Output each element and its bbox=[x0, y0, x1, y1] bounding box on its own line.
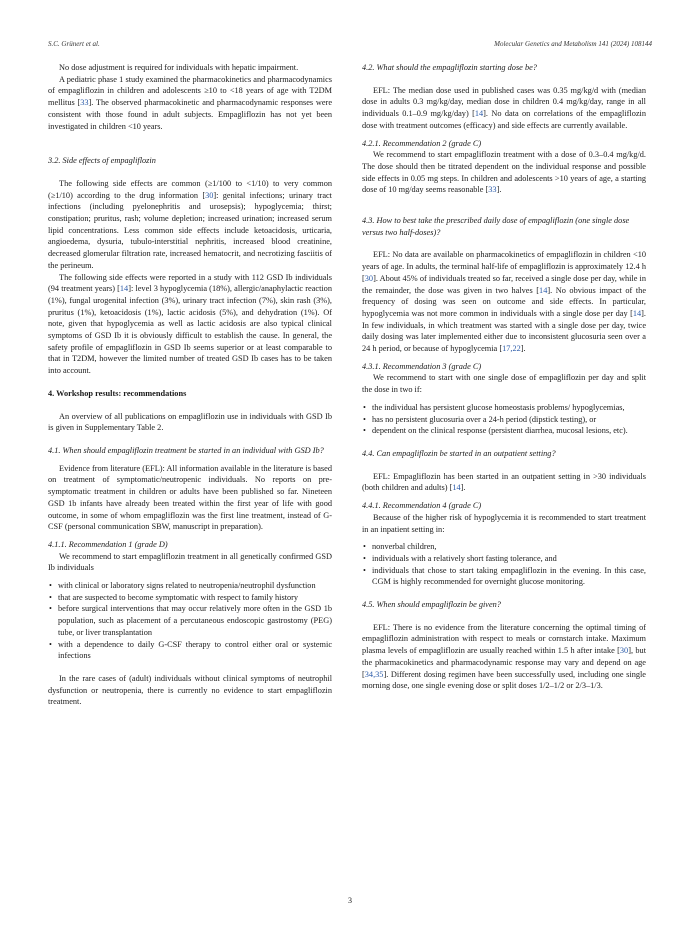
citation-link[interactable]: 33 bbox=[80, 98, 89, 108]
section-heading-4: 4. Workshop results: recommendations bbox=[48, 388, 187, 398]
paragraph-efl-4-3: EFL: No data are available on pharmacokinetics of empagliflozin in children <10 years of age. In adults, the terminal half-life of empagliflozin is approximately 12.4 h [30]. About 45% of individuals treated so far, received a single dose per day, while in the remainder, the dose was given in two halves [14]. No obvious impact of the frequency of dosing was seen on outcome and side effects. In particular, hypoglycemia was not more common in individuals with a single dose per day [14]. In few individuals, in which treatment was started with a single dose per day, twice daily dosing was later implemented either due to inconsistent glucosuria seen over a 24 h period, or because of hypoglycemia [17,22]. bbox=[362, 250, 646, 354]
section-heading-4-3-1: 4.3.1. Recommendation 3 (grade C) bbox=[362, 361, 482, 371]
list-item: • that are suspected to become symptomatic with respect to family history bbox=[48, 592, 332, 604]
list-item: • nonverbal children, bbox=[362, 541, 646, 553]
list-item: • before surgical interventions that may occur relatively more often in the GSD 1b population, such as placement of a percutaneous endoscopic gastrostomy (PEG) tube, or liver transplantation bbox=[48, 603, 332, 638]
citation-link[interactable]: 30 bbox=[619, 646, 629, 656]
citation-link[interactable]: 14 bbox=[539, 285, 548, 295]
recommendation-3-list bbox=[362, 402, 646, 437]
section-heading-4-5: 4.5. When should empagliflozin be given? bbox=[362, 600, 501, 610]
paragraph-recommendation-2: We recommend to start empagliflozin treatment with a dose of 0.3–0.4 mg/kg/d. The dose should then be titrated dependent on the individual response and possible side effects in 0.05 mg steps. In children and adolescents >10 years of age, a starting dose of 10 mg/day seems reasonable [33]. bbox=[362, 150, 646, 195]
citation-link[interactable]: 14 bbox=[452, 483, 461, 493]
paragraph-efl-4-4: EFL: Empagliflozin has been started in an outpatient setting in >30 individuals (both children and adults) [14]. bbox=[362, 471, 646, 493]
citation-link[interactable]: 30 bbox=[205, 190, 214, 200]
section-heading-4-4-1: 4.4.1. Recommendation 4 (grade C) bbox=[362, 501, 482, 511]
list-item: • the individual has persistent glucose homeostasis problems/ hypoglycemias, bbox=[362, 402, 646, 414]
section-heading-4-1-1: 4.1.1. Recommendation 1 (grade D) bbox=[48, 539, 168, 549]
paragraph-efl-4-5: EFL: There is no evidence from the literature concerning the optimal timing of empagliflozin administration with respect to meals or cornstarch intake. Maximum plasma levels of empagliflozin are usually reached within 1.5 h after intake [30], but the pharmacokinetics and pharmacodynamic response may vary and depend on age [34,35]. Different dosing regimen have been successfully used, including one single morning dose, one single evening dose or split doses 1/2–1/2 or 2/3–1/3. bbox=[362, 622, 646, 691]
list-item: • individuals that chose to start taking empagliflozin in the evening. In this case, CGM is highly recommended for overnight glucose monitoring. bbox=[362, 565, 646, 588]
paragraph-side-effects-study: The following side effects were reported in a study with 112 GSD Ib individuals (94 treatment years) [14]: level 3 hypoglycemia (18%), allergic/anaphylactic reaction (1%), fungal urogenital infection (3%), urinary tract infection (7%), skin rash (3%), pruritus (1%), ketoacidosis (1%), lactic acidosis (5%), and dehydration (1%). Of note, given that hypoglycemia as well as lactic acidosis are also typical clinical symptoms of GSD Ib it is obviously difficult to establish the cause. In general, the safety profile of empagliflozin in GSD Ib seems superior or at least comparable to that in T2DM, however the limited number of treated GSD Ib cases has to be taken into account. bbox=[48, 272, 332, 376]
list-item: • with clinical or laboratory signs related to neutropenia/neutrophil dysfunction bbox=[48, 580, 332, 592]
right-column bbox=[362, 62, 646, 692]
section-heading-4-1: 4.1. When should empagliflozin treatment be started in an individual with GSD Ib? bbox=[48, 445, 324, 455]
left-column bbox=[48, 62, 332, 708]
paragraph-recommendation-4: Because of the higher risk of hypoglycemia it is recommended to start treatment in an inpatient setting in: bbox=[362, 512, 646, 534]
paragraph-overview: An overview of all publications on empagliflozin use in individuals with GSD Ib is given in Supplementary Table 2. bbox=[48, 411, 332, 433]
paragraph-hepatic: No dose adjustment is required for individuals with hepatic impairment. bbox=[59, 63, 299, 72]
citation-link[interactable]: 33 bbox=[488, 185, 497, 195]
paragraph-pediatric-study: A pediatric phase 1 study examined the pharmacokinetics and pharmacodynamics of empagliflozin in children and adolescents ≥10 to <18 years of age with T2DM mellitus [33]. The observed pharmacokinetic and pharmacodynamic responses were consistent with those found in adult subjects. Empagliflozin has not yet been investigated in children <10 years. bbox=[48, 74, 332, 131]
citation-link[interactable]: 14 bbox=[632, 308, 642, 318]
section-heading-3-2: 3.2. Side effects of empagliflozin bbox=[48, 156, 156, 166]
list-item: • with a dependence to daily G-CSF therapy to control either oral or systemic infections bbox=[48, 639, 332, 662]
paragraph-recommendation-1: We recommend to start empagliflozin treatment in all genetically confirmed GSD Ib individuals bbox=[48, 551, 332, 573]
paragraph-recommendation-3: We recommend to start with one single dose of empagliflozin per day and split the dose in two if: bbox=[362, 373, 646, 395]
section-heading-4-2: 4.2. What should the empagliflozin starting dose be? bbox=[362, 63, 537, 72]
paragraph-efl-4-2: EFL: The median dose used in published cases was 0.35 mg/kg/d with (median dose in adults 0.3 mg/kg/day, median dose in children 0.4 mg/kg/day, range in all individuals 0.1–0.9 mg/kg/day) [14]. No data on correlations of the empagliflozin dose with treatment outcomes (efficacy) and side effects are currently available. bbox=[362, 85, 646, 130]
list-item: • individuals with a relatively short fasting tolerance, and bbox=[362, 553, 646, 565]
citation-link[interactable]: 30 bbox=[364, 273, 374, 283]
citation-link[interactable]: 34,35 bbox=[364, 669, 384, 679]
citation-link[interactable]: 17,22 bbox=[502, 344, 521, 354]
recommendation-1-list bbox=[48, 580, 332, 662]
citation-link[interactable]: 14 bbox=[119, 284, 129, 294]
page-number: 3 bbox=[348, 896, 352, 905]
paragraph-efl-4-1: Evidence from literature (EFL): All information available in the literature is based on treatment of symptomatic/neutropenic individuals. No reports on pre-symptomatic treatment in children or adults have been published so far. Nineteen GSD 1b infants have already been treated within the first year of life with good outcome, in some of whom empagliflozin was the first line treatment, instead of G-CSF (personal communication SBW, manuscript in preparation). bbox=[48, 463, 332, 532]
list-item: • has no persistent glucosuria over a 24-h period (dipstick testing), or bbox=[362, 414, 646, 426]
running-header-journal: Molecular Genetics and Metabolism 141 (2024) 108144 bbox=[494, 40, 652, 48]
section-heading-4-2-1: 4.2.1. Recommendation 2 (grade C) bbox=[362, 138, 482, 148]
recommendation-4-list bbox=[362, 541, 646, 588]
citation-link[interactable]: 14 bbox=[474, 109, 484, 119]
paragraph-rare-cases: In the rare cases of (adult) individuals without clinical symptoms of neutrophil dysfunction or neutropenia, there is currently no evidence to start empagliflozin treatment. bbox=[48, 673, 332, 707]
running-header-authors: S.C. Grünert et al. bbox=[48, 40, 100, 48]
section-heading-4-4: 4.4. Can empagliflozin be started in an outpatient setting? bbox=[362, 448, 556, 458]
list-item: • dependent on the clinical response (persistent diarrhea, mucosal lesions, etc). bbox=[362, 425, 646, 437]
section-heading-4-3: 4.3. How to best take the prescribed daily dose of empagliflozin (one single dose versus two half-doses)? bbox=[362, 216, 630, 237]
paragraph-side-effects-common: The following side effects are common (≥1/100 to <1/10) to very common (≥1/10) according to the drug information [30]: genital infections; urinary tract infections (including pyelonephritis and urosepsis); hypoglycemia; thirst; constipation; pruritus, rash; volume depletion; increased urination; increased serum lipid concentrations. Less common side effects include ketoacidosis, urticaria, angioedema, dysuria, tubulo-interstitial nephritis, increased blood creatinine, decreased glomerular filtration rate, increased hematocrit, and necrotizing fasciitis of the perineum. bbox=[48, 178, 332, 270]
